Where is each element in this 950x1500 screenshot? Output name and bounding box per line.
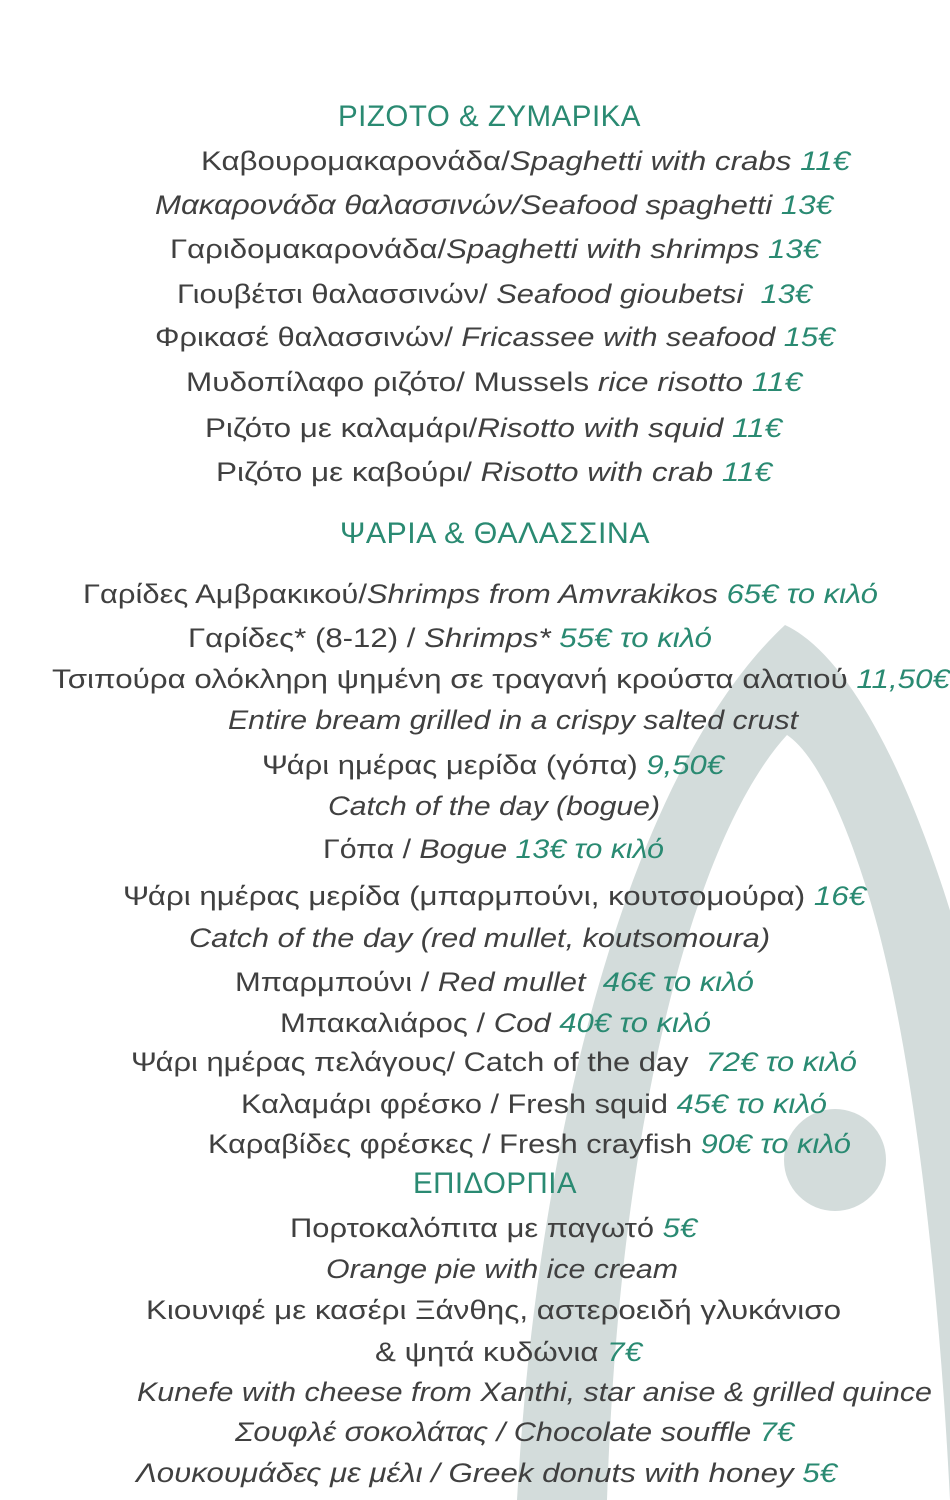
item-price: 5€: [802, 1458, 838, 1488]
item-greek-name: Σουφλέ σοκολάτας /: [235, 1417, 514, 1447]
item-greek-name: Ψάρι ημέρας μερίδα (μπαρμπούνι, κουτσομούρα): [123, 881, 806, 911]
menu-item: [155, 320, 835, 354]
item-price: 9,50€: [646, 750, 724, 780]
item-price: 72€ το κιλό: [705, 1047, 857, 1077]
item-greek-name: Καλαμάρι φρέσκο / Fresh squid: [241, 1089, 669, 1119]
item-english-name: Cod: [493, 1008, 551, 1038]
menu-item: [146, 1293, 841, 1327]
item-price: 40€ το κιλό: [559, 1008, 712, 1038]
menu-item: [201, 144, 850, 178]
item-greek-name: Γαριδομακαρονάδα/: [170, 234, 447, 264]
item-english-name: Entire bream grilled in a crispy salted crust: [228, 705, 799, 735]
item-english-name: Spaghetti with crabs: [509, 146, 792, 176]
item-greek-name: Ψάρι ημέρας πελάγους/ Catch of the day: [131, 1047, 689, 1077]
menu-item: [235, 965, 754, 999]
menu-item: [241, 1087, 827, 1121]
item-english-name: Kunefe with cheese from Xanthi, star anise & grilled quince: [137, 1377, 932, 1407]
menu-item: [177, 277, 812, 311]
item-greek-name: & ψητά κυδώνια: [375, 1337, 599, 1367]
item-english-name: Shrimps*: [424, 623, 551, 653]
menu-item: [216, 455, 772, 489]
item-greek-name: Καβουρομακαρονάδα/: [201, 146, 510, 176]
item-greek-name: Γαρίδες* (8-12) /: [188, 623, 425, 653]
section-title-risotto-pasta: ΡΙΖΟΤΟ & ΖΥΜΑΡΙΚΑ: [338, 100, 641, 133]
item-greek-name: Τσιπούρα ολόκληρη ψημένη σε τραγανή κρούστα αλατιού: [52, 664, 848, 694]
item-english-name: Spaghetti with shrimps: [446, 234, 760, 264]
menu-item: [280, 1006, 711, 1040]
menu-item: [131, 1045, 857, 1079]
item-english-name: Chocolate souffle: [513, 1417, 752, 1447]
item-greek-name: Μακαρονάδα θαλασσινών/: [155, 190, 521, 220]
item-english-name: Risotto with crab: [480, 457, 714, 487]
menu-item: [323, 832, 664, 866]
item-price: 55€ το κιλό: [559, 623, 712, 653]
item-greek-name: Ψάρι ημέρας μερίδα (γόπα): [262, 750, 638, 780]
item-price: 7€: [607, 1337, 643, 1367]
item-price: 7€: [759, 1417, 794, 1447]
section-title-fish-seafood: ΨΑΡΙΑ & ΘΑΛΑΣΣΙΝΑ: [340, 517, 651, 550]
menu-item: [123, 879, 866, 913]
item-english-name: Red mullet: [437, 967, 586, 997]
item-greek-name: Μπακαλιάρος /: [280, 1008, 494, 1038]
item-price: 13€: [768, 234, 821, 264]
item-english-name: rice risotto: [597, 367, 744, 397]
item-price: 11€: [721, 457, 772, 487]
menu-item: [205, 411, 782, 445]
item-english-name: Seafood spaghetti: [520, 190, 773, 220]
item-greek-name: Γιουβέτσι θαλασσινών/: [177, 279, 497, 309]
section-title-desserts: ΕΠΙΔΟΡΠΙΑ: [413, 1167, 578, 1200]
menu-item: [208, 1127, 851, 1161]
menu-item-continued: [375, 1335, 642, 1369]
item-english-name: Risotto with squid: [477, 413, 724, 443]
item-price: 13€ το κιλό: [515, 834, 665, 864]
menu-item-english: [228, 703, 798, 737]
item-english-name: Bogue: [419, 834, 508, 864]
item-price: 16€: [813, 881, 866, 911]
item-greek-name: Πορτοκαλόπιτα με παγωτό: [290, 1213, 655, 1243]
menu-item: [170, 232, 820, 266]
item-greek-name: Λουκουμάδες με μέλι /: [136, 1458, 449, 1488]
item-price: 90€ το κιλό: [700, 1129, 851, 1159]
menu-item-english: [189, 921, 770, 955]
item-greek-name: Μυδοπίλαφο ριζότο/ Mussels: [186, 367, 598, 397]
menu-item: [155, 188, 833, 222]
menu-item-english: [137, 1375, 932, 1409]
menu-item: [262, 748, 724, 782]
item-english-name: Shrimps from Amvrakikos: [366, 579, 718, 609]
item-price: 65€ το κιλό: [726, 579, 878, 609]
item-price: 45€ το κιλό: [676, 1089, 828, 1119]
menu-item: [186, 365, 802, 399]
item-greek-name: Κιουνιφέ με κασέρι Ξάνθης, αστεροειδή γλυκάνισο: [146, 1295, 842, 1325]
menu-item: [188, 621, 712, 655]
item-price: 11€: [731, 413, 783, 443]
menu-item: [83, 577, 878, 611]
menu-item: [235, 1415, 794, 1449]
menu-item: [290, 1211, 697, 1245]
item-price: 15€: [783, 322, 836, 352]
item-greek-name: Ριζότο με καβούρι/: [216, 457, 481, 487]
item-price: 13€: [760, 279, 812, 309]
item-price: 13€: [780, 190, 833, 220]
item-english-name: Seafood gioubetsi: [496, 279, 744, 309]
item-english-name: Orange pie with ice cream: [326, 1254, 678, 1284]
item-english-name: Catch of the day (bogue): [328, 791, 660, 821]
item-english-name: Greek donuts with honey: [448, 1458, 794, 1488]
item-greek-name: Γόπα /: [323, 834, 420, 864]
menu-item: [52, 662, 950, 696]
item-price: 11€: [751, 367, 803, 397]
item-price: 46€ το κιλό: [602, 967, 755, 997]
item-english-name: Fricassee with seafood: [461, 322, 776, 352]
menu-item-english: [326, 1252, 678, 1286]
item-price: 11€: [800, 146, 850, 176]
item-greek-name: Μπαρμπούνι /: [235, 967, 438, 997]
item-greek-name: Φρικασέ θαλασσινών/: [155, 322, 462, 352]
item-price: 5€: [662, 1213, 698, 1243]
item-greek-name: Ριζότο με καλαμάρι/: [205, 413, 478, 443]
item-english-name: Catch of the day (red mullet, koutsomoura): [189, 923, 771, 953]
item-price: 11,50€: [856, 664, 950, 694]
item-greek-name: Καραβίδες φρέσκες / Fresh crayfish: [208, 1129, 693, 1159]
menu-item: [136, 1456, 837, 1490]
item-greek-name: Γαρίδες Αμβρακικού/: [83, 579, 367, 609]
menu-item-english: [328, 789, 660, 823]
